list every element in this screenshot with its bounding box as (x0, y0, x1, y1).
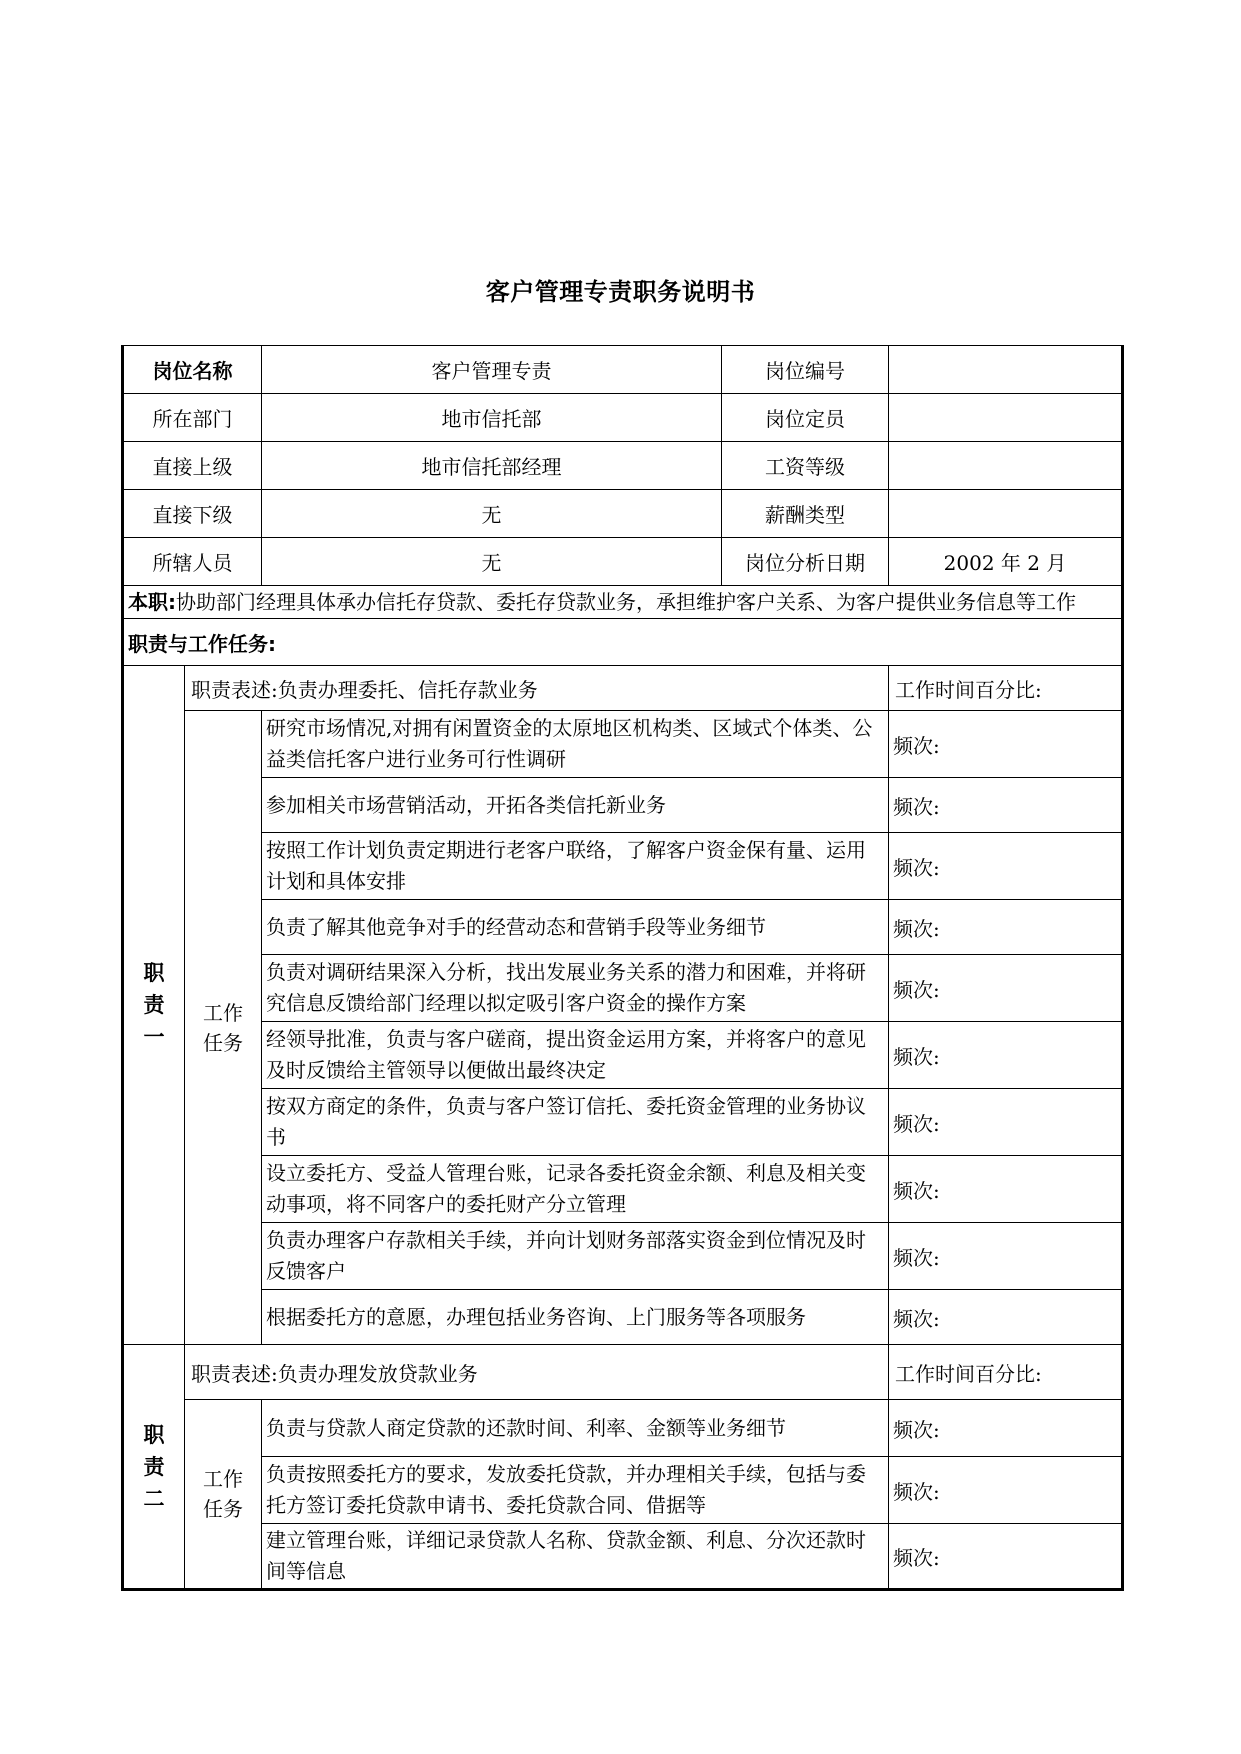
job-description-table (121, 345, 1124, 1591)
value-staff-managed: 无 (262, 538, 722, 586)
task-text: 研究市场情况,对拥有闲置资金的太原地区机构类、区域式个体类、公益类信托客户进行业务可行性调研 (262, 711, 889, 778)
task-frequency: 频次: (889, 833, 1123, 900)
label-analysis-date: 岗位分析日期 (722, 538, 889, 586)
task-text: 负责与贷款人商定贷款的还款时间、利率、金额等业务细节 (262, 1400, 889, 1457)
task-row (123, 1290, 1123, 1345)
task-text: 负责了解其他竞争对手的经营动态和营销手段等业务细节 (262, 900, 889, 955)
value-department: 地市信托部 (262, 394, 722, 442)
task-row (123, 711, 1123, 778)
task-row (123, 833, 1123, 900)
task-text: 设立委托方、受益人管理台账，记录各委托资金余额、利息及相关变动事项，将不同客户的委托财产分立管理 (262, 1156, 889, 1223)
task-row (123, 1223, 1123, 1290)
task-row (123, 778, 1123, 833)
duty-2-description: 职责表述:负责办理发放贷款业务 (185, 1345, 889, 1400)
document-title: 客户管理专责职务说明书 (485, 278, 756, 306)
task-text: 根据委托方的意愿，办理包括业务咨询、上门服务等各项服务 (262, 1290, 889, 1345)
duty-description-row (123, 1345, 1123, 1400)
task-frequency: 频次: (889, 1290, 1123, 1345)
duty-1-description: 职责表述:负责办理委托、信托存款业务 (185, 666, 889, 711)
info-row (123, 442, 1123, 490)
task-frequency: 频次: (889, 711, 1123, 778)
section-heading-row (123, 619, 1123, 666)
duty-1-percent: 工作时间百分比: (889, 666, 1123, 711)
value-direct-subordinate: 无 (262, 490, 722, 538)
task-row (123, 1156, 1123, 1223)
task-row (123, 1457, 1123, 1524)
task-row (123, 955, 1123, 1022)
task-frequency: 频次: (889, 778, 1123, 833)
summary-label: 本职: (128, 590, 176, 614)
duty-1-label (123, 666, 185, 1345)
task-row (123, 1524, 1123, 1590)
task-row (123, 1089, 1123, 1156)
task-row (123, 900, 1123, 955)
task-frequency: 频次: (889, 1223, 1123, 1290)
task-row (123, 1400, 1123, 1457)
label-position-name: 岗位名称 (123, 346, 262, 394)
task-label-text: 工作任务 (203, 1467, 243, 1521)
task-frequency: 频次: (889, 1156, 1123, 1223)
label-position-number: 岗位编号 (722, 346, 889, 394)
task-frequency: 频次: (889, 900, 1123, 955)
task-frequency: 频次: (889, 1457, 1123, 1524)
info-row (123, 538, 1123, 586)
task-text: 按照工作计划负责定期进行老客户联络，了解客户资金保有量、运用计划和具体安排 (262, 833, 889, 900)
label-headcount: 岗位定员 (722, 394, 889, 442)
value-salary-grade (889, 442, 1123, 490)
task-text: 参加相关市场营销活动，开拓各类信托新业务 (262, 778, 889, 833)
label-direct-subordinate: 直接下级 (123, 490, 262, 538)
task-row (123, 1022, 1123, 1089)
info-row (123, 490, 1123, 538)
label-pay-type: 薪酬类型 (722, 490, 889, 538)
label-department: 所在部门 (123, 394, 262, 442)
duty-2-label-text: 职责二 (143, 1422, 165, 1511)
label-direct-superior: 直接上级 (123, 442, 262, 490)
task-frequency: 频次: (889, 1400, 1123, 1457)
duty-2-label (123, 1345, 185, 1590)
value-analysis-date: 2002 年 2 月 (889, 538, 1123, 586)
summary-row (123, 586, 1123, 619)
task-frequency: 频次: (889, 955, 1123, 1022)
task-text: 负责对调研结果深入分析，找出发展业务关系的潜力和困难，并将研究信息反馈给部门经理以拟定吸引客户资金的操作方案 (262, 955, 889, 1022)
value-position-name: 客户管理专责 (262, 346, 722, 394)
task-frequency: 频次: (889, 1022, 1123, 1089)
task-text: 负责按照委托方的要求，发放委托贷款，并办理相关手续，包括与委托方签订委托贷款申请书、委托贷款合同、借据等 (262, 1457, 889, 1524)
label-staff-managed: 所辖人员 (123, 538, 262, 586)
info-row (123, 394, 1123, 442)
duty-description-row (123, 666, 1123, 711)
task-text: 建立管理台账，详细记录贷款人名称、贷款金额、利息、分次还款时间等信息 (262, 1524, 889, 1590)
task-text: 经领导批准，负责与客户磋商，提出资金运用方案，并将客户的意见及时反馈给主管领导以便做出最终决定 (262, 1022, 889, 1089)
duty-1-label-text: 职责一 (143, 961, 165, 1049)
task-frequency: 频次: (889, 1524, 1123, 1590)
duty-1-task-label (185, 711, 262, 1345)
duty-2-percent: 工作时间百分比: (889, 1345, 1123, 1400)
task-text: 按双方商定的条件，负责与客户签订信托、委托资金管理的业务协议书 (262, 1089, 889, 1156)
task-label-text: 工作任务 (203, 1000, 243, 1055)
section-title: 职责与工作任务: (123, 619, 1123, 666)
info-row (123, 346, 1123, 394)
label-salary-grade: 工资等级 (722, 442, 889, 490)
task-frequency: 频次: (889, 1089, 1123, 1156)
job-summary (123, 586, 1123, 619)
duty-2-task-label (185, 1400, 262, 1590)
value-headcount (889, 394, 1123, 442)
task-text: 负责办理客户存款相关手续，并向计划财务部落实资金到位情况及时反馈客户 (262, 1223, 889, 1290)
summary-text: 协助部门经理具体承办信托存贷款、委托存贷款业务，承担维护客户关系、为客户提供业务信息等工作 (176, 590, 1076, 614)
value-direct-superior: 地市信托部经理 (262, 442, 722, 490)
value-pay-type (889, 490, 1123, 538)
value-position-number (889, 346, 1123, 394)
